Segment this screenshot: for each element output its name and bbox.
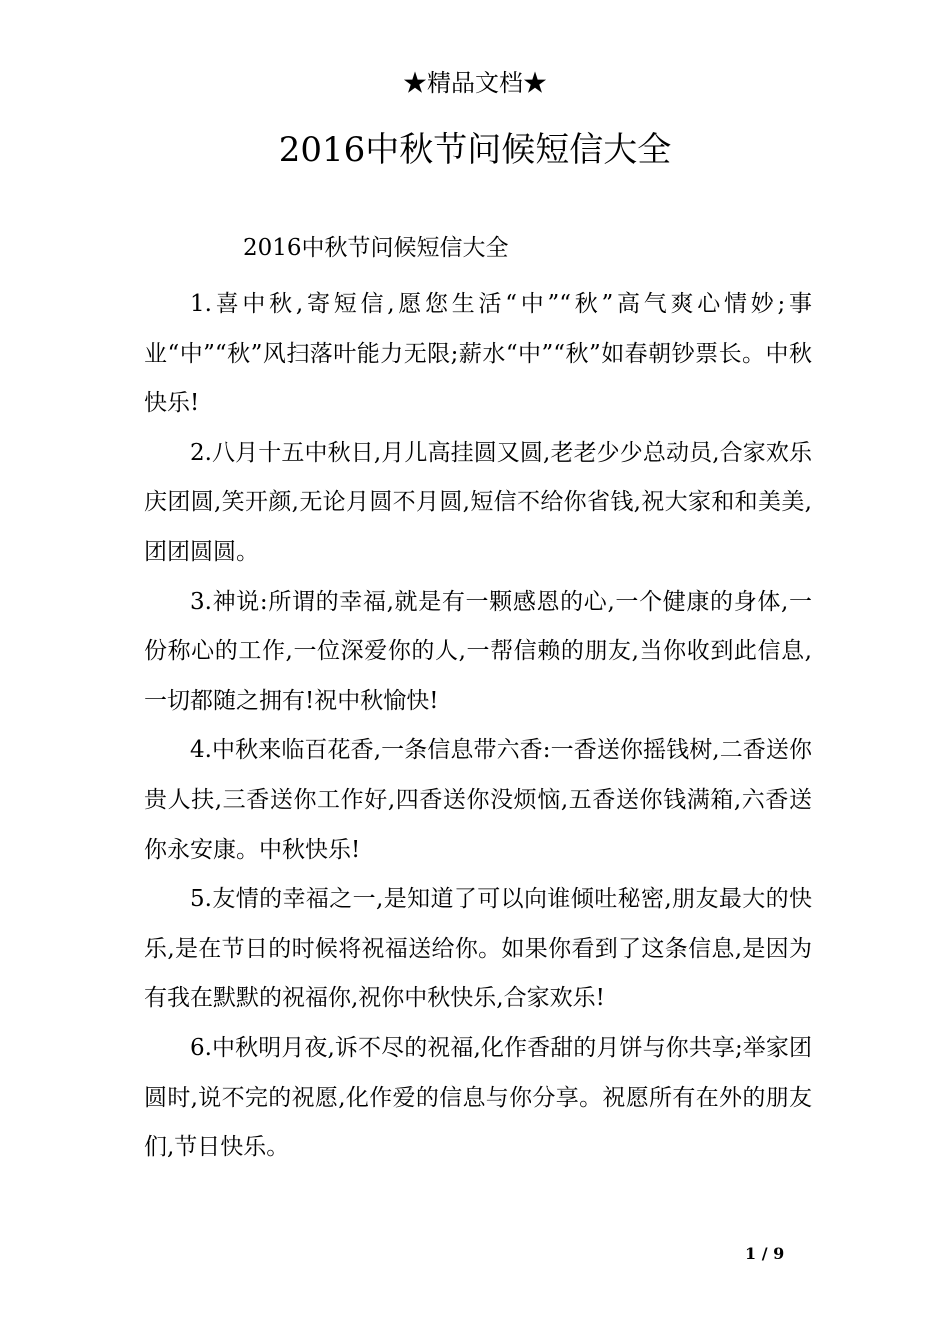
document-header-label: ★精品文档★ [403,69,547,97]
document-body [144,280,812,1173]
document-title: 2016中秋节问候短信大全 [278,130,672,170]
paragraph-5: 5.友情的幸福之一,是知道了可以向谁倾吐秘密,朋友最大的快乐,是在节日的时候将祝福送给你。如果你看到了这条信息,是因为有我在默默的祝福你,祝你中秋快乐,合家欢乐! [144,886,812,1012]
paragraph-3: 3.神说:所谓的幸福,就是有一颗感恩的心,一个健康的身体,一份称心的工作,一位深爱你的人,一帮信赖的朋友,当你收到此信息,一切都随之拥有!祝中秋愉快! [144,588,812,714]
paragraph-1: 1.喜中秋,寄短信,愿您生活“中”“秋”高气爽心情妙;事业“中”“秋”风扫落叶能力无限;薪水“中”“秋”如春朝钞票长。中秋快乐! [144,291,812,417]
page-number: 1 / 9 [745,1244,785,1263]
paragraph-2: 2.八月十五中秋日,月儿高挂圆又圆,老老少少总动员,合家欢乐庆团圆,笑开颜,无论月圆不月圆,短信不给你省钱,祝大家和和美美,团团圆圆。 [144,439,812,565]
paragraph-6: 6.中秋明月夜,诉不尽的祝福,化作香甜的月饼与你共享;举家团圆时,说不完的祝愿,化作爱的信息与你分享。祝愿所有在外的朋友们,节日快乐。 [144,1034,812,1161]
paragraph-4: 4.中秋来临百花香,一条信息带六香:一香送你摇钱树,二香送你贵人扶,三香送你工作好,四香送你没烦恼,五香送你钱满箱,六香送你永安康。中秋快乐! [144,737,812,863]
document-subtitle: 2016中秋节问候短信大全 [243,235,509,261]
